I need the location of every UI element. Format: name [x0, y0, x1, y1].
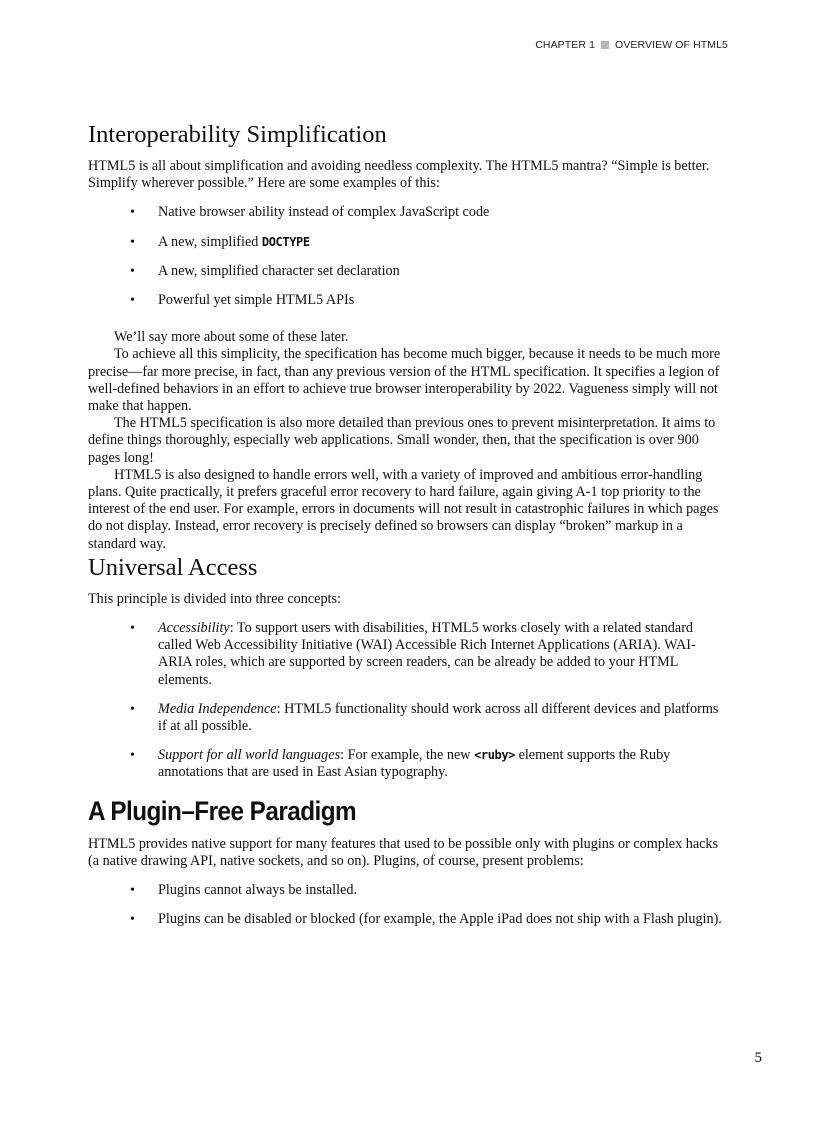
- bullet-icon: •: [130, 621, 135, 637]
- section3-bullet-list: [88, 882, 728, 928]
- section2-bullet-list: [88, 620, 728, 782]
- section3-intro: HTML5 provides native support for many features that used to be possible only with plugins or complex hacks (a native drawing API, native sockets, and so on). Plugins, of course, present problems:: [88, 835, 719, 869]
- bullet-icon: •: [130, 293, 135, 309]
- section-heading-interoperability: Interoperability Simplification: [88, 121, 387, 148]
- section-heading-plugin-free: A Plugin–Free Paradigm: [88, 795, 357, 826]
- list-item: • A new, simplified character set declaration: [130, 262, 400, 279]
- list-item: • Plugins cannot always be installed.: [130, 882, 357, 899]
- list-item: • A new, simplified DOCTYPE: [130, 233, 310, 250]
- section1-bullet-list: [88, 204, 728, 309]
- page-content: [88, 120, 728, 941]
- list-item: • Plugins can be disabled or blocked (for example, the Apple iPad does not ship with a Flash plugin).: [130, 911, 722, 928]
- list-item: • Accessibility: To support users with disabilities, HTML5 works closely with a related standard called Web Accessibility Initiative (WAI) Accessible Rich Internet Applications (ARIA). WAI-ARIA roles, which are supported by screen readers, can be already be added to your HTML elements.: [130, 620, 696, 688]
- header-chapter: CHAPTER 1: [535, 39, 596, 51]
- header-title: OVERVIEW OF HTML5: [615, 39, 728, 51]
- list-item: • Powerful yet simple HTML5 APIs: [130, 292, 355, 309]
- section-heading-universal-access: Universal Access: [88, 553, 258, 581]
- bullet-icon: •: [130, 748, 135, 764]
- bullet-icon: •: [130, 234, 135, 250]
- page-number: 5: [754, 1050, 762, 1066]
- section2-intro: This principle is divided into three concepts:: [88, 590, 341, 607]
- list-item: • Media Independence: HTML5 functionality should work across all different devices and platforms if at all possible.: [130, 700, 719, 735]
- paragraph: To achieve all this simplicity, the specification has become much bigger, because it needs to be much more precise—far more precise, in fact, than any previous version of the HTML specification. It specifies a legion of well-defined behaviors in an effort to achieve true browser interoperability by 2022. Vagueness simply will not make that happen.: [88, 346, 721, 415]
- bullet-icon: •: [130, 701, 135, 717]
- section1-intro: HTML5 is all about simplification and avoiding needless complexity. The HTML5 mantra? “Simple is better. Simplify wherever possible.” Here are some examples of this:: [88, 158, 710, 192]
- gray-square-icon: [601, 41, 609, 49]
- paragraph: The HTML5 specification is also more detailed than previous ones to prevent misinterpretation. It aims to define things thoroughly, especially web applications. Small wonder, then, that the specification is over 900 pages long!: [88, 415, 716, 466]
- list-item: • Support for all world languages: For example, the new <ruby> element supports the Ruby annotations that are used in East Asian typography.: [130, 747, 671, 781]
- term: Support for all world languages: [158, 747, 341, 764]
- code-ruby: <ruby>: [474, 748, 516, 763]
- code-doctype: DOCTYPE: [261, 234, 310, 249]
- term: Media Independence: [158, 700, 277, 717]
- term: Accessibility: [158, 620, 230, 637]
- bullet-icon: •: [130, 205, 135, 221]
- paragraph: HTML5 is also designed to handle errors well, with a variety of improved and ambitious error-handling plans. Quite practically, it prefers graceful error recovery to hard failure, again giving A-1 top priority to the interest of the end user. For example, errors in documents will not result in catastrophic failures in which pages do not display. Instead, error recovery is precisely defined so browsers can display “broken” markup in a standard way.: [88, 466, 719, 552]
- list-item: • Native browser ability instead of complex JavaScript code: [130, 204, 490, 221]
- bullet-icon: •: [130, 912, 135, 928]
- bullet-icon: •: [130, 263, 135, 279]
- bullet-icon: •: [130, 883, 135, 899]
- paragraph: We’ll say more about some of these later.: [114, 329, 349, 346]
- running-header: [535, 39, 728, 51]
